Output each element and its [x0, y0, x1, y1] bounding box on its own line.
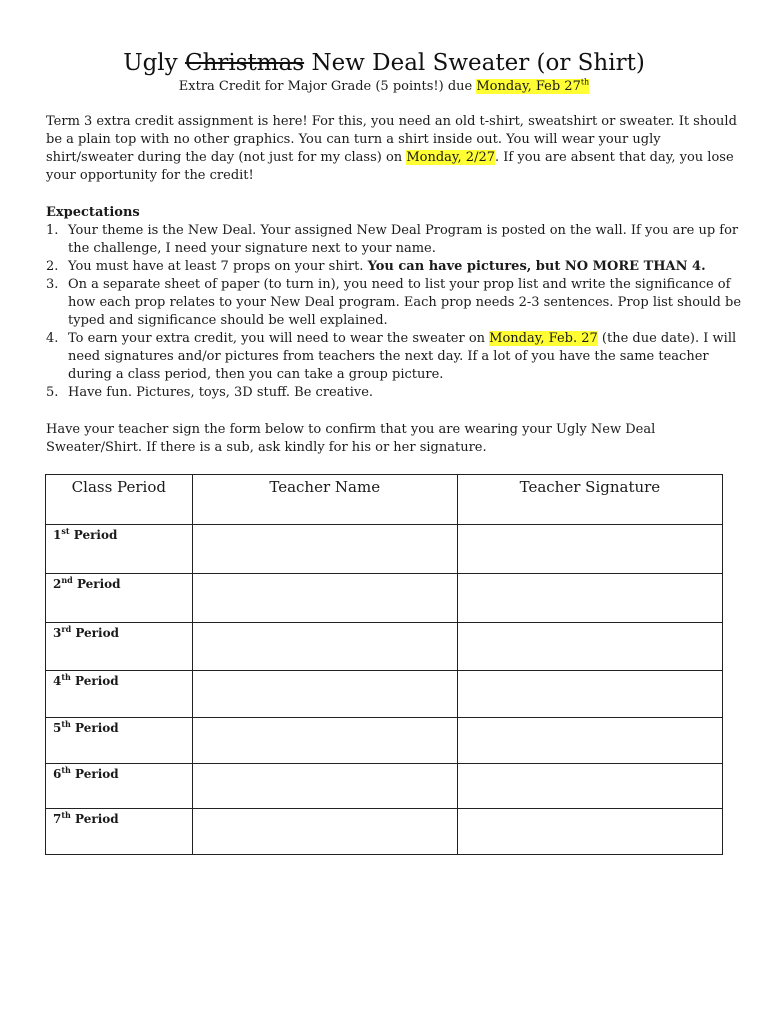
- title-struck-word: Christmas: [184, 50, 305, 76]
- period-label: Period: [70, 674, 119, 688]
- teacher-signature-cell[interactable]: [457, 809, 722, 855]
- list-item: [46, 330, 736, 384]
- list-item-line: Your theme is the New Deal. Your assigned New Deal Program is posted on the wall. If you are up for: [68, 223, 739, 238]
- teacher-name-cell[interactable]: [192, 809, 457, 855]
- period-cell: [46, 809, 193, 855]
- period-number: 1: [53, 528, 62, 542]
- list-item-text: (the due date). I will: [601, 331, 737, 346]
- header-teacher-name: Teacher Name: [192, 475, 457, 525]
- table-row: [46, 574, 723, 623]
- subtitle-text: Extra Credit for Major Grade (5 points!) due: [178, 79, 473, 94]
- due-date-highlight: [476, 79, 589, 94]
- expectations-heading: Expectations: [46, 205, 140, 220]
- period-cell: [46, 574, 193, 623]
- period-number: 2: [53, 577, 62, 591]
- list-item-number: 1.: [46, 223, 59, 238]
- due-date-suffix: th: [580, 77, 590, 87]
- list-item-number: 3.: [46, 277, 59, 292]
- teacher-signature-cell[interactable]: [457, 764, 722, 809]
- list-item-bold: You can have pictures, but NO MORE THAN 4.: [367, 259, 706, 274]
- list-item: [46, 276, 742, 330]
- table-row: [46, 718, 723, 764]
- period-cell: [46, 525, 193, 574]
- list-item-text: To earn your extra credit, you will need to wear the sweater on: [68, 331, 486, 346]
- list-item-line: need signatures and/or pictures from teachers the next day. If a lot of you have the same teacher: [68, 349, 709, 364]
- period-suffix: th: [61, 765, 71, 775]
- table-row: [46, 764, 723, 809]
- teacher-signature-cell[interactable]: [457, 718, 722, 764]
- table-row: [46, 623, 723, 671]
- teacher-signature-cell[interactable]: [457, 574, 722, 623]
- intro-paragraph: [46, 113, 736, 185]
- period-suffix: st: [61, 526, 70, 536]
- title-word-ugly: Ugly: [123, 50, 178, 76]
- period-suffix: th: [61, 810, 71, 820]
- period-label: Period: [71, 626, 119, 640]
- teacher-name-cell[interactable]: [192, 623, 457, 671]
- intro-line-2: be a plain top with no other graphics. You can turn a shirt inside out. You will wear your ugly: [46, 132, 661, 147]
- period-label: Period: [72, 577, 121, 591]
- period-label: Period: [70, 812, 119, 826]
- list-item-line: the challenge, I need your signature next to your name.: [68, 241, 436, 256]
- list-item: [46, 384, 736, 402]
- intro-line-1: Term 3 extra credit assignment is here! For this, you need an old t-shirt, sweatshirt or sweater. It should: [46, 114, 737, 129]
- period-cell: [46, 718, 193, 764]
- list-item-line: On a separate sheet of paper (to turn in), you need to list your prop list and write the significance of: [68, 277, 731, 292]
- period-suffix: rd: [61, 624, 72, 634]
- period-suffix: nd: [61, 575, 73, 585]
- table-row: [46, 525, 723, 574]
- teacher-name-cell[interactable]: [192, 764, 457, 809]
- intro-line-3-pre: shirt/sweater during the day (not just for my class) on: [46, 150, 403, 165]
- list-item: [46, 258, 736, 276]
- list-item-line: [68, 258, 736, 276]
- list-item-line: [68, 330, 736, 348]
- period-cell: [46, 764, 193, 809]
- table-row: [46, 671, 723, 718]
- closing-paragraph: [46, 421, 736, 457]
- header-teacher-signature: Teacher Signature: [457, 475, 722, 525]
- period-number: 3: [53, 626, 62, 640]
- teacher-signature-cell[interactable]: [457, 525, 722, 574]
- signature-table: [45, 474, 723, 855]
- teacher-signature-cell[interactable]: [457, 623, 722, 671]
- closing-line-1: Have your teacher sign the form below to confirm that you are wearing your Ugly New Deal: [46, 422, 656, 437]
- list-item-line: how each prop relates to your New Deal program. Each prop needs 2-3 sentences. Prop list should be: [68, 295, 742, 310]
- list-item-text: You must have at least 7 props on your shirt.: [68, 259, 364, 274]
- list-item-number: 4.: [46, 331, 59, 346]
- period-suffix: th: [61, 672, 71, 682]
- list-item-line: typed and significance should be well explained.: [68, 313, 388, 328]
- title-rest: New Deal Sweater (or Shirt): [311, 50, 645, 76]
- period-label: Period: [70, 721, 119, 735]
- table-row: [46, 809, 723, 855]
- teacher-name-cell[interactable]: [192, 574, 457, 623]
- intro-line-3-post: . If you are absent that day, you lose: [495, 150, 734, 165]
- intro-line-4: your opportunity for the credit!: [46, 168, 254, 183]
- period-label: Period: [70, 767, 119, 781]
- period-number: 7: [53, 812, 62, 826]
- due-date-highlight: Monday, Feb. 27: [489, 331, 598, 346]
- page-title: [0, 46, 768, 80]
- table-header-row: [46, 475, 723, 525]
- period-cell: [46, 671, 193, 718]
- list-item-line: Have fun. Pictures, toys, 3D stuff. Be creative.: [68, 385, 374, 400]
- period-cell: [46, 623, 193, 671]
- teacher-name-cell[interactable]: [192, 718, 457, 764]
- teacher-name-cell[interactable]: [192, 671, 457, 718]
- header-class-period: Class Period: [46, 475, 193, 525]
- list-item: [46, 222, 739, 258]
- intro-line-3: [46, 149, 736, 167]
- period-number: 5: [53, 721, 62, 735]
- list-item-line: during a class period, then you can take a group picture.: [68, 367, 444, 382]
- period-label: Period: [69, 528, 118, 542]
- period-number: 6: [53, 767, 62, 781]
- closing-line-2: Sweater/Shirt. If there is a sub, ask kindly for his or her signature.: [46, 440, 487, 455]
- teacher-signature-cell[interactable]: [457, 671, 722, 718]
- expectations-list: [46, 222, 742, 402]
- list-item-number: 2.: [46, 259, 59, 274]
- teacher-name-cell[interactable]: [192, 525, 457, 574]
- intro-date-highlight: Monday, 2/27: [406, 150, 495, 165]
- list-item-number: 5.: [46, 385, 59, 400]
- period-number: 4: [53, 674, 62, 688]
- subtitle: [0, 78, 768, 96]
- period-suffix: th: [61, 719, 71, 729]
- due-date-text: Monday, Feb 27: [476, 79, 581, 94]
